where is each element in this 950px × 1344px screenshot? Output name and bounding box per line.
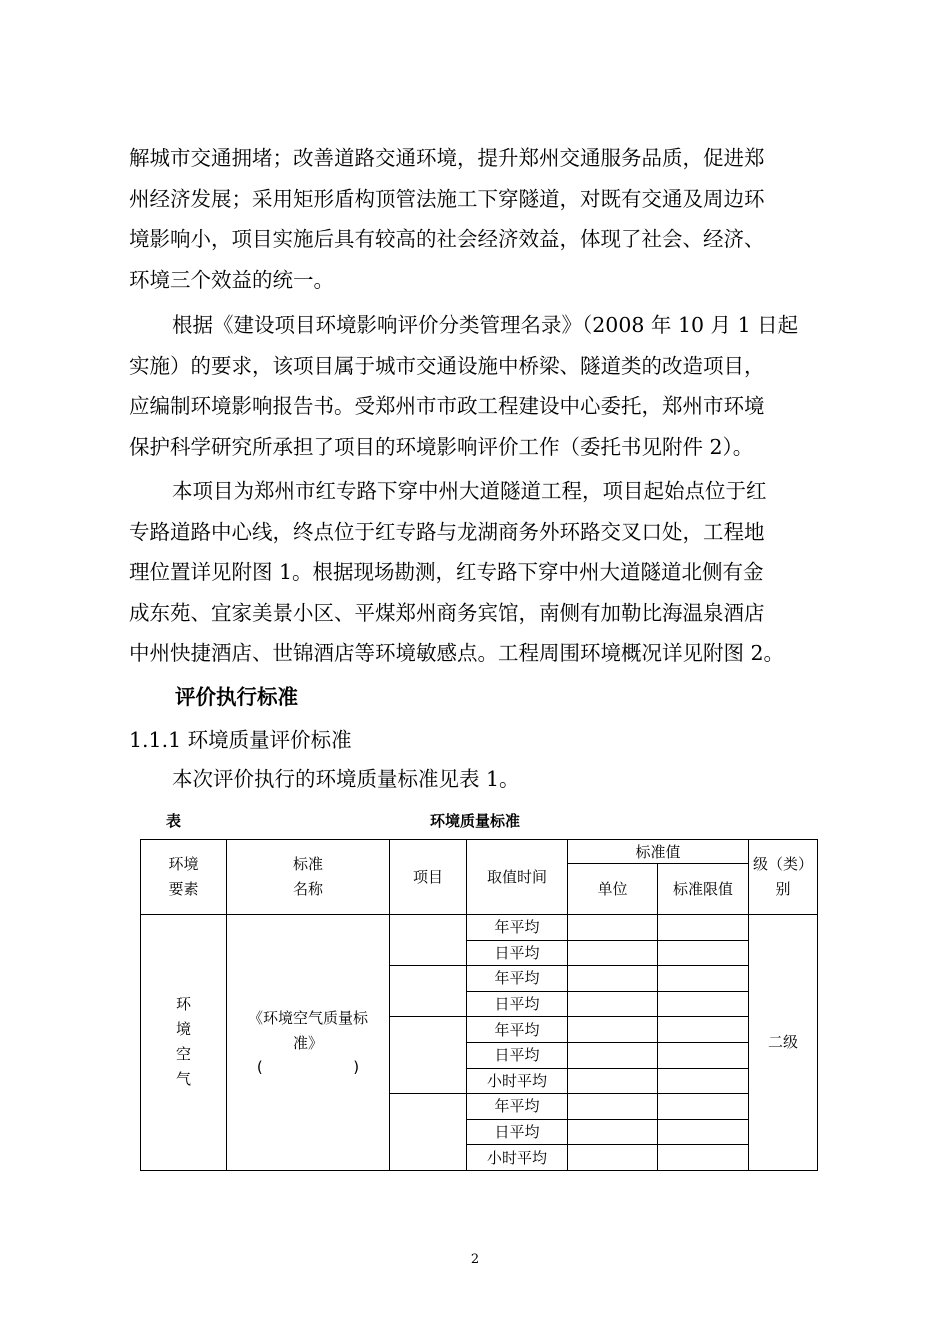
header-time: 取值时间 bbox=[467, 840, 568, 915]
unit-cell bbox=[568, 940, 658, 966]
header-standard-name: 标准名称 bbox=[227, 840, 390, 915]
time-cell: 日平均 bbox=[467, 991, 568, 1017]
text-line: 根据《建设项目环境影响评价分类管理名录》（2008 年 10 月 1 日起 bbox=[172, 313, 799, 337]
text-line: 应编制环境影响报告书。受郑州市市政工程建设中心委托，郑州市环境 bbox=[129, 394, 765, 418]
text-line: 州经济发展；采用矩形盾构顶管法施工下穿隧道，对既有交通及周边环 bbox=[129, 186, 765, 211]
unit-cell bbox=[568, 1042, 658, 1068]
grade-cell: 二级 bbox=[749, 915, 818, 1171]
text-line: 中州快捷酒店、世锦酒店等环境敏感点。工程周围环境概况详见附图 2。 bbox=[129, 641, 785, 665]
header-unit: 单位 bbox=[568, 864, 658, 915]
element-cell: 环境空气 bbox=[141, 915, 227, 1171]
time-cell: 日平均 bbox=[467, 1042, 568, 1068]
limit-cell bbox=[658, 1017, 749, 1043]
paragraph-1 bbox=[129, 138, 829, 300]
unit-cell bbox=[568, 966, 658, 992]
environment-quality-table bbox=[140, 839, 818, 1171]
text-line: 本项目为郑州市红专路下穿中州大道隧道工程，项目起始点位于红 bbox=[172, 479, 767, 503]
header-grade: 级（类）别 bbox=[749, 840, 818, 915]
limit-cell bbox=[658, 1119, 749, 1145]
standard-name-cell: 《环境空气质量标准》 ( ) bbox=[227, 915, 390, 1171]
unit-cell bbox=[568, 1017, 658, 1043]
limit-cell bbox=[658, 1042, 749, 1068]
unit-cell bbox=[568, 991, 658, 1017]
limit-cell bbox=[658, 1094, 749, 1120]
subsection-heading: 1.1.1 环境质量评价标准 bbox=[129, 728, 352, 752]
limit-cell bbox=[658, 966, 749, 992]
limit-cell bbox=[658, 991, 749, 1017]
item-cell bbox=[390, 1017, 467, 1094]
page-number: 2 bbox=[470, 1252, 480, 1267]
unit-cell bbox=[568, 1068, 658, 1094]
time-cell: 小时平均 bbox=[467, 1145, 568, 1171]
text-line: 境影响小，项目实施后具有较高的社会经济效益，体现了社会、经济、 bbox=[129, 227, 765, 251]
text-line: 环境三个效益的统一。 bbox=[129, 267, 334, 292]
text-line: 保护科学研究所承担了项目的环境影响评价工作（委托书见附件 2）。 bbox=[129, 434, 754, 459]
limit-cell bbox=[658, 1145, 749, 1171]
limit-cell bbox=[658, 940, 749, 966]
unit-cell bbox=[568, 1145, 658, 1171]
paragraph-3 bbox=[129, 471, 829, 674]
unit-cell bbox=[568, 915, 658, 941]
time-cell: 年平均 bbox=[467, 966, 568, 992]
header-item: 项目 bbox=[390, 840, 467, 915]
text-line: 解城市交通拥堵；改善道路交通环境，提升郑州交通服务品质，促进郑 bbox=[129, 146, 765, 170]
intro-sentence: 本次评价执行的环境质量标准见表 1。 bbox=[172, 767, 520, 791]
item-cell bbox=[390, 915, 467, 966]
limit-cell bbox=[658, 1068, 749, 1094]
header-element: 环境要素 bbox=[141, 840, 227, 915]
unit-cell bbox=[568, 1119, 658, 1145]
time-cell: 年平均 bbox=[467, 1094, 568, 1120]
limit-cell bbox=[658, 915, 749, 941]
section-heading: 评价执行标准 bbox=[175, 685, 298, 709]
time-cell: 年平均 bbox=[467, 915, 568, 941]
header-std-value: 标准值 bbox=[568, 840, 749, 864]
time-cell: 小时平均 bbox=[467, 1068, 568, 1094]
item-cell bbox=[390, 1094, 467, 1171]
text-line: 成东苑、宜家美景小区、平煤郑州商务宾馆，南侧有加勒比海温泉酒店 bbox=[129, 600, 765, 625]
time-cell: 日平均 bbox=[467, 1119, 568, 1145]
table-caption-prefix: 表 bbox=[166, 812, 182, 830]
text-line: 理位置详见附图 1。根据现场勘测，红专路下穿中州大道隧道北侧有金 bbox=[129, 560, 764, 584]
table-caption-title: 环境质量标准 bbox=[430, 812, 521, 830]
text-line: 实施）的要求，该项目属于城市交通设施中桥梁、隧道类的改造项目， bbox=[129, 353, 765, 378]
text-line: 专路道路中心线，终点位于红专路与龙湖商务外环路交叉口处，工程地 bbox=[129, 519, 765, 544]
time-cell: 日平均 bbox=[467, 940, 568, 966]
paragraph-2 bbox=[129, 305, 829, 467]
header-limit: 标准限值 bbox=[658, 864, 749, 915]
time-cell: 年平均 bbox=[467, 1017, 568, 1043]
unit-cell bbox=[568, 1094, 658, 1120]
item-cell bbox=[390, 966, 467, 1017]
